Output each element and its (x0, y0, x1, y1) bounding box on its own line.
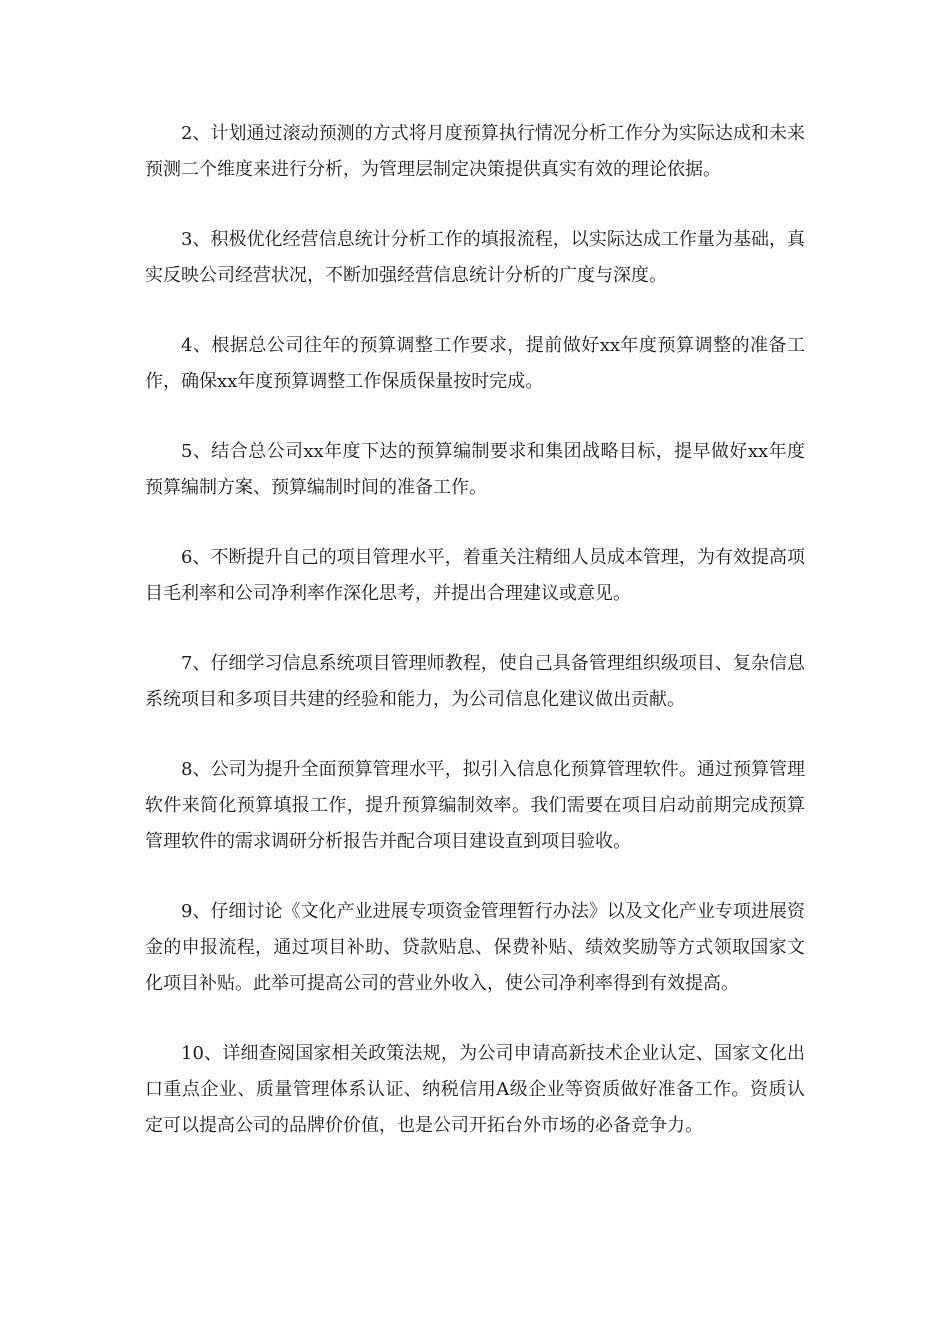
paragraph-item-3: 3、积极优化经营信息统计分析工作的填报流程，以实际达成工作量为基础，真实反映公司经营状况，不断加强经营信息统计分析的广度与深度。 (145, 229, 805, 286)
document-body (145, 116, 805, 1144)
paragraph-item-8: 8、公司为提升全面预算管理水平，拟引入信息化预算管理软件。通过预算管理软件来简化预算填报工作，提升预算编制效率。我们需要在项目启动前期完成预算管理软件的需求调研分析报告并配合项目建设直到项目验收。 (145, 759, 805, 852)
paragraph-item-10: 10、详细查阅国家相关政策法规，为公司申请高新技术企业认定、国家文化出口重点企业、质量管理体系认证、纳税信用A级企业等资质做好准备工作。资质认定可以提高公司的品牌价价值，也是公司开拓台外市场的必备竞争力。 (145, 1043, 805, 1136)
paragraph-item-2: 2、计划通过滚动预测的方式将月度预算执行情况分析工作分为实际达成和未来预测二个维度来进行分析，为管理层制定决策提供真实有效的理论依据。 (145, 123, 805, 180)
paragraph-item-7: 7、仔细学习信息系统项目管理师教程，使自己具备管理组织级项目、复杂信息系统项目和多项目共建的经验和能力，为公司信息化建议做出贡献。 (145, 653, 805, 710)
paragraph-item-4: 4、根据总公司往年的预算调整工作要求，提前做好xx年度预算调整的准备工作，确保xx年度预算调整工作保质保量按时完成。 (145, 335, 805, 392)
paragraph-item-9: 9、仔细讨论《文化产业进展专项资金管理暂行办法》以及文化产业专项进展资金的申报流程，通过项目补助、贷款贴息、保费补贴、绩效奖励等方式领取国家文化项目补贴。此举可提高公司的营业外收入，使公司净利率得到有效提高。 (145, 901, 805, 994)
paragraph-item-5: 5、结合总公司xx年度下达的预算编制要求和集团战略目标，提早做好xx年度预算编制方案、预算编制时间的准备工作。 (145, 441, 805, 498)
paragraph-item-6: 6、不断提升自己的项目管理水平，着重关注精细人员成本管理，为有效提高项目毛利率和公司净利率作深化思考，并提出合理建议或意见。 (145, 547, 805, 604)
